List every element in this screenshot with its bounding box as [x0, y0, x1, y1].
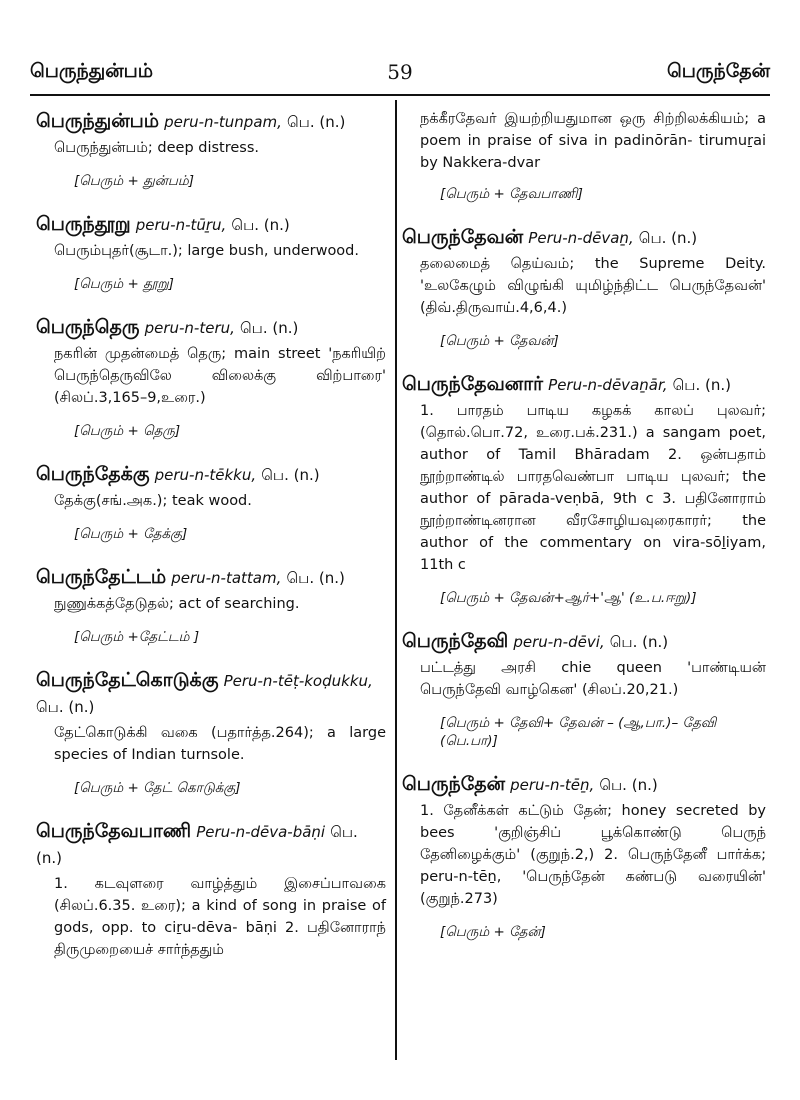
- headword: பெருந்தேவி: [402, 630, 509, 652]
- transliteration: Peru-n-dēvaṉār,: [548, 376, 668, 394]
- transliteration: Peru-n-dēva-bāṇi: [196, 823, 326, 841]
- part-of-speech: பெ. (n.): [609, 633, 669, 651]
- etymology: [பெரும் + தூறு]: [74, 276, 174, 292]
- column-divider: [395, 100, 397, 1060]
- part-of-speech: பெ. (n.): [36, 698, 95, 716]
- etymology: [பெரும் + தேவபாணி]: [440, 186, 583, 202]
- headword: பெருந்தேவன்: [402, 226, 524, 248]
- transliteration: peru-n-tūṟu,: [135, 216, 227, 234]
- definition: பெரும்புதர்(சூடா.); large bush, underwood.: [54, 243, 359, 259]
- definition: 1. பாரதம் பாடிய கழகக் காலப் புலவர்; (தொல்.பொ.72, உரை.பக்.231.) a sangam poet, author of Tamil Bhāradam 2. ஒன்பதாம் நூற்றாண்டில் பாரதவெண்பா பாடிய புலவர்; the author of pārada-veṇbā, 9th c 3. பதினோராம் நூற்றாண்டினரான வீரசோழியவுரைகாரர்; the author of the commentary on vira-sōḻiyam, 11th c: [420, 403, 766, 573]
- definition: பெருந்துன்பம்; deep distress.: [54, 140, 260, 156]
- definition: தேக்கு(சங்.அக.); teak wood.: [54, 493, 252, 509]
- dictionary-entry: [36, 211, 386, 294]
- part-of-speech: பெ. (n.): [672, 376, 731, 394]
- headword: பெருந்தேட்கொடுக்கு: [36, 669, 219, 691]
- headword: பெருந்தேக்கு: [36, 463, 150, 485]
- part-of-speech: பெ. (n.): [231, 216, 290, 234]
- header-left-guideword: பெருந்துன்பம்: [30, 60, 154, 82]
- headword: பெருந்தேவபாணி: [36, 820, 192, 842]
- definition: நுணுக்கத்தேடுதல்; act of searching.: [54, 596, 300, 612]
- definition: நகரின் முதன்மைத் தெரு; main street 'நகரியிற் பெருந்தெருவிலே விலைக்கு விற்பாரை' (சிலப்.3,165–9,உரை.): [54, 346, 386, 406]
- transliteration: peru-n-tattam,: [171, 569, 282, 587]
- headword: பெருந்தேன்: [402, 773, 506, 795]
- headword: பெருந்தெரு: [36, 316, 140, 338]
- headword: பெருந்தேட்டம்: [36, 566, 167, 588]
- etymology: [பெரும் + தேவன்+ஆர்+'ஆ' (உ.ப.ஈறு)]: [440, 590, 697, 606]
- etymology: [பெரும் +தேட்டம் ]: [74, 629, 200, 645]
- left-column: [36, 108, 386, 981]
- transliteration: peru-n-tēṉ,: [510, 776, 595, 794]
- part-of-speech: பெ. (n.): [286, 569, 345, 587]
- headword: பெருந்தூறு: [36, 213, 131, 235]
- dictionary-entry: [36, 564, 386, 647]
- dictionary-entry: [36, 667, 386, 798]
- transliteration: peru-n-tunpam,: [164, 113, 282, 131]
- transliteration: peru-n-tēkku,: [154, 466, 257, 484]
- headword: பெருந்தேவனார்: [402, 373, 544, 395]
- transliteration: peru-n-dēvi,: [513, 633, 605, 651]
- etymology: [பெரும் + தெரு]: [74, 423, 181, 439]
- etymology: [பெரும் + தேன்]: [440, 924, 546, 940]
- dictionary-entry: [36, 108, 386, 191]
- part-of-speech: பெ. (n.): [638, 229, 698, 247]
- page-number: 59: [387, 60, 413, 84]
- part-of-speech: பெ. (n.): [599, 776, 658, 794]
- part-of-speech: பெ. (n.): [240, 319, 299, 337]
- part-of-speech: பெ. (n.): [287, 113, 346, 131]
- etymology: [பெரும் + தேக்கு]: [74, 526, 188, 542]
- definition: பட்டத்து அரசி chie queen 'பாண்டியன் பெருந்தேவி வாழ்கென' (சிலப்.20,21.): [420, 660, 766, 698]
- dictionary-entry: [402, 371, 766, 608]
- dictionary-entry: [36, 461, 386, 544]
- transliteration: peru-n-teru,: [144, 319, 235, 337]
- definition: தலைமைத் தெய்வம்; the Supreme Deity. 'உலகேழும் விழுங்கி யுமிழ்ந்திட்ட பெருந்தேவன்' (திவ்.திருவாய்.4,6,4.): [420, 256, 766, 316]
- dictionary-entry: [402, 628, 766, 751]
- definition: 1. கடவுளரை வாழ்த்தும் இசைப்பாவகை (சிலப்.6.35. உரை); a kind of song in praise of gods, opp. to ciṟu-dēva- bāṇi 2. பதினோராந் திருமுறையைச் சார்ந்ததும்: [54, 876, 386, 958]
- part-of-speech: பெ. (n.): [36, 823, 358, 867]
- right-column: [402, 108, 766, 962]
- part-of-speech: பெ. (n.): [261, 466, 320, 484]
- dictionary-entry: [36, 818, 386, 961]
- dictionary-entry: [36, 314, 386, 441]
- dictionary-entry: [402, 771, 766, 942]
- headword: பெருந்துன்பம்: [36, 110, 160, 132]
- page-header: [30, 56, 770, 90]
- continued-definition: நக்கீரதேவர் இயற்றியதுமான ஒரு சிற்றிலக்கியம்; a poem in praise of siva in padinōrān- tirumuṟai by Nakkera-dvar: [420, 111, 766, 171]
- definition: தேட்கொடுக்கி வகை (பதார்த்த.264); a large species of Indian turnsole.: [54, 725, 386, 763]
- etymology: [பெரும் + தேவி+ தேவன் – (ஆ,பா.)– தேவி (பெ.பா)]: [440, 715, 717, 749]
- transliteration: Peru-n-tēṭ-koḍukku,: [223, 672, 373, 690]
- etymology: [பெரும் + துன்பம்]: [74, 173, 195, 189]
- definition: 1. தேனீக்கள் கட்டும் தேன்; honey secreted by bees 'குறிஞ்சிப் பூக்கொண்டு பெருந் தேனிழைக்கும்' (குறுந்.2,) 2. பெருந்தேனீ பார்க்க; peru-n-tēṉ, 'பெருந்தேன் கண்படு வரையின்' (குறுந்.273): [420, 803, 766, 907]
- etymology: [பெரும் + தேட் கொடுக்கு]: [74, 780, 241, 796]
- header-right-guideword: பெருந்தேன்: [666, 60, 770, 82]
- dictionary-entry: [402, 224, 766, 351]
- etymology: [பெரும் + தேவன்]: [440, 333, 559, 349]
- header-rule: [30, 94, 770, 96]
- transliteration: Peru-n-dēvaṉ,: [528, 229, 634, 247]
